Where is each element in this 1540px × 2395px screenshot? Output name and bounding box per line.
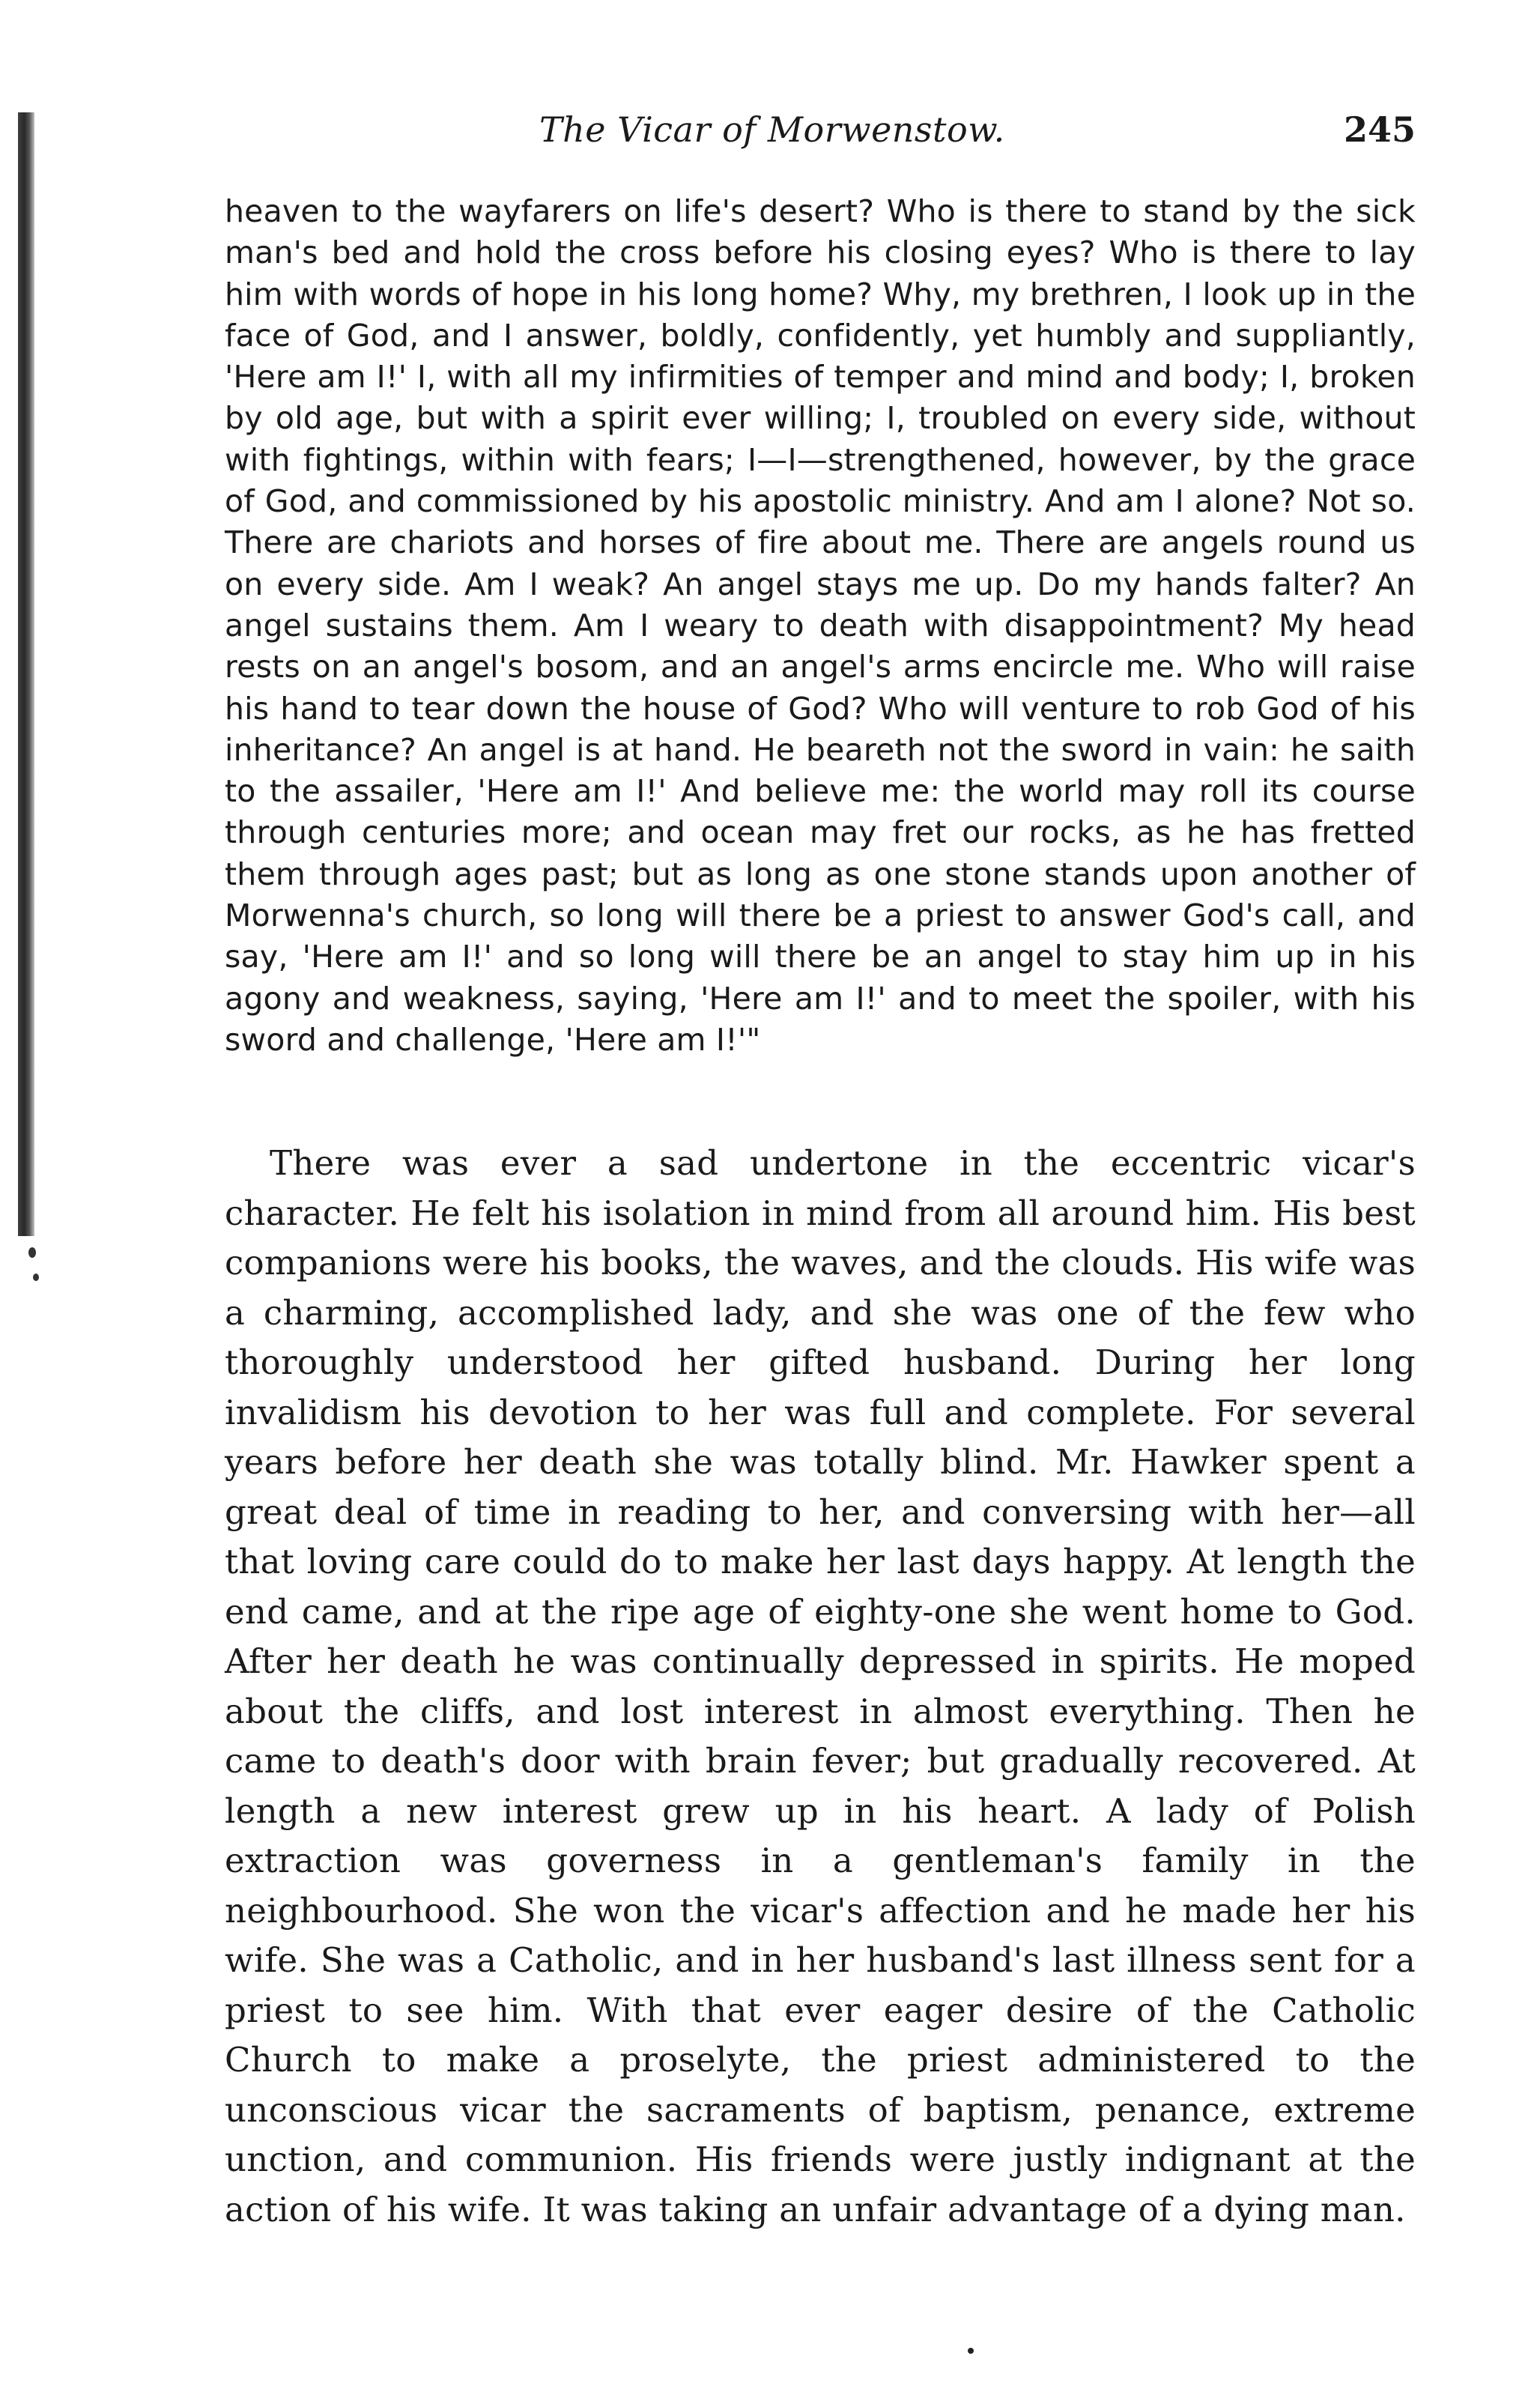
binding-speck xyxy=(33,1274,39,1281)
body-paragraph: There was ever a sad undertone in the eccentric vicar's character. He felt his isolation in mind from all around him. His best companions were his books, the waves, and the clouds. His wife was a charming, accomplished lady, and she was one of the few who thoroughly understood her gifted husband. During her long invalidism his devotion to her was full and complete. For several years before her death she was totally blind. Mr. Hawker spent a great deal of time in reading to her, and conversing with her—all that loving care could do to make her last days happy. At length the end came, and at the ripe age of eighty-one she went home to God. After her death he was continually depressed in spirits. He moped about the cliffs, and lost interest in almost everything. Then he came to death's door with brain fever; but gradually recovered. At length a new interest grew up in his heart. A lady of Polish extraction was governess in a gentleman's family in the neighbourhood. She won the vicar's affection and he made her his wife. She was a Catholic, and in her husband's last illness sent for a priest to see him. With that ever eager desire of the Catholic Church to make a proselyte, the priest administered to the unconscious vicar the sacraments of baptism, penance, extreme unction, and communion. His friends were justly indignant at the action of his wife. It was taking an unfair advantage of a dying man. xyxy=(225,1143,1416,2229)
main-text-block xyxy=(225,1139,1416,2235)
stray-ink-mark xyxy=(968,2348,974,2354)
running-head xyxy=(225,105,1416,157)
running-title: The Vicar of Morwenstow. xyxy=(539,109,1005,150)
binding-speck xyxy=(28,1247,36,1258)
quoted-sermon-text: heaven to the wayfarers on life's desert? Who is there to stand by the sick man's bed and hold the cross before his closing eyes? Who is there to lay him with words of hope in his long home? Why, my brethren, I look up in the face of God, and I answer, boldly, confidently, yet humbly and suppliantly, 'Here am I!' I, with all my infirmities of temper and mind and body; I, broken by old age, but with a spirit ever willing; I, troubled on every side, without with fightings, within with fears; I—I—strengthened, however, by the grace of God, and commissioned by his apostolic ministry. And am I alone? Not so. There are chariots and horses of fire about me. There are angels round us on every side. Am I weak? An angel stays me up. Do my hands falter? An angel sustains them. Am I weary to death with disappointment? My head rests on an angel's bosom, and an angel's arms encircle me. Who will raise his hand to tear down the house of God? Who will venture to rob God of his inheritance? An angel is at hand. He beareth not the sword in vain: he saith to the assailer, 'Here am I!' And believe me: the world may roll its course through centuries more; and ocean may fret our rocks, as he has fretted them through ages past; but as long as one stone stands upon another of Morwenna's church, so long will there be a priest to answer God's call, and say, 'Here am I!' and so long will there be an angel to stay him up in his agony and weakness, saying, 'Here am I!' and to meet the spoiler, with his sword and challenge, 'Here am I!'" xyxy=(225,193,1416,1058)
quoted-sermon-block xyxy=(225,191,1416,1061)
binding-shadow xyxy=(18,112,34,1236)
page-number: 245 xyxy=(1343,109,1416,150)
